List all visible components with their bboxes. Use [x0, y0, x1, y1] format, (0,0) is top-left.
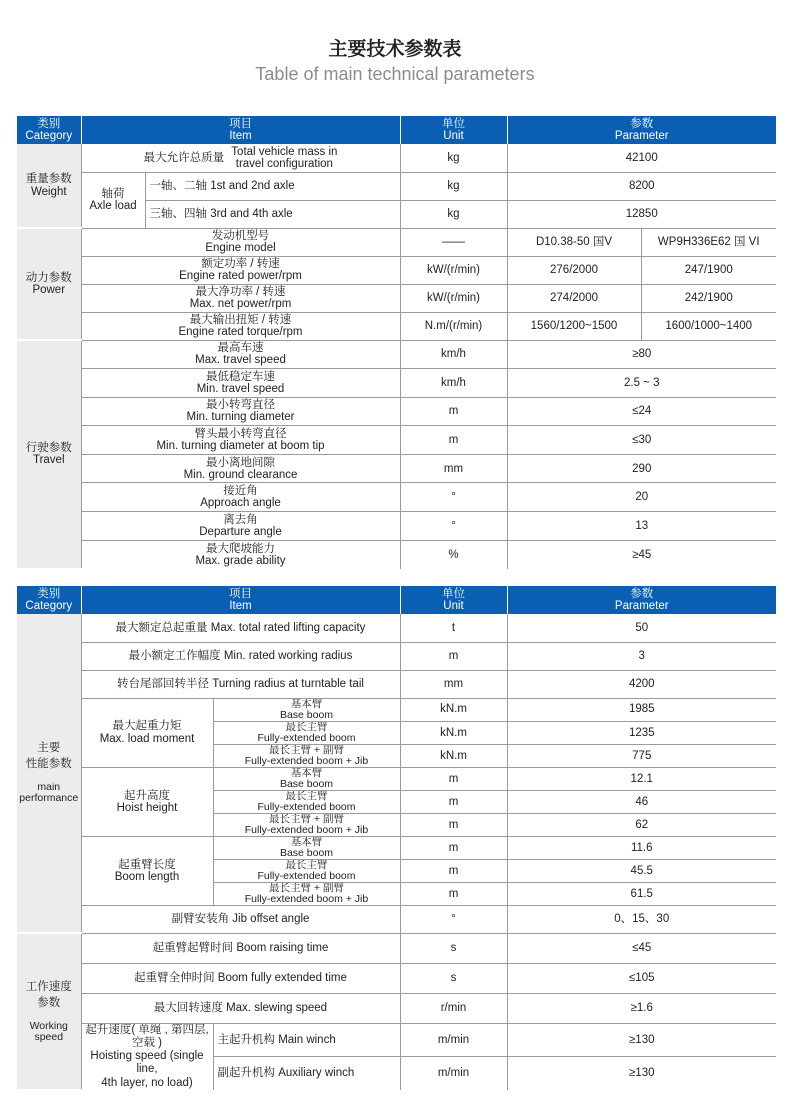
spec-table-2: [17, 586, 776, 1091]
unit-cell: kg: [400, 200, 507, 228]
sub-item-jib: 最长主臂 + 副臂 Fully-extended boom + Jib: [213, 882, 400, 905]
item-axle-12: 一轴、二轴 1st and 2nd axle: [145, 172, 400, 200]
value-cell: ≤30: [507, 426, 776, 455]
unit-cell: m: [400, 642, 507, 670]
table-row: [17, 144, 776, 172]
item-boom-length: 起重臂长度 Boom length: [81, 836, 213, 905]
unit-cell: kW/(r/min): [400, 256, 507, 284]
unit-cell: kN.m: [400, 721, 507, 744]
item-cell: 臂头最小转弯直径 Min. turning diameter at boom tip: [81, 426, 400, 455]
table-row: [17, 993, 776, 1023]
value-cell: 290: [507, 454, 776, 483]
value-cell: ≥80: [507, 340, 776, 369]
value-cell: 13: [507, 512, 776, 541]
value-cell: 2.5 ~ 3: [507, 369, 776, 398]
unit-cell: m: [400, 397, 507, 426]
table-row: [17, 642, 776, 670]
category-travel: 行驶参数 Travel: [17, 340, 81, 569]
value-cell: 45.5: [507, 859, 776, 882]
header-unit: 单位 Unit: [400, 586, 507, 614]
table-row: [17, 397, 776, 426]
item-hoist-height: 起升高度 Hoist height: [81, 767, 213, 836]
item-axle-34: 三轴、四轴 3rd and 4th axle: [145, 200, 400, 228]
sub-item-full-boom: 最长主臂 Fully-extended boom: [213, 790, 400, 813]
sub-item-base-boom: 基本臂 Base boom: [213, 767, 400, 790]
table-row: [17, 284, 776, 312]
value-cell: 11.6: [507, 836, 776, 859]
unit-cell: r/min: [400, 993, 507, 1023]
item-min-radius: 最小额定工作幅度 Min. rated working radius: [81, 642, 400, 670]
unit-cell: km/h: [400, 369, 507, 398]
unit-cell: mm: [400, 670, 507, 698]
header-category: 类别 Category: [17, 116, 81, 144]
table-header: [17, 586, 776, 614]
value-cell: 274/2000: [507, 284, 641, 312]
value-cell: ≤105: [507, 963, 776, 993]
category-main-performance: 主要 性能参数 main performance: [17, 614, 81, 933]
table-row: [17, 483, 776, 512]
item-boom-extend: 起重臂全伸时间 Boom fully extended time: [81, 963, 400, 993]
header-unit: 单位 Unit: [400, 116, 507, 144]
unit-cell: °: [400, 512, 507, 541]
table-row: [17, 905, 776, 933]
sub-item-base-boom: 基本臂 Base boom: [213, 836, 400, 859]
header-item: 项目 Item: [81, 586, 400, 614]
value-cell: 1985: [507, 698, 776, 721]
table-row: [17, 933, 776, 963]
table-row: [17, 767, 776, 790]
item-cell: 最小转弯直径 Min. turning diameter: [81, 397, 400, 426]
unit-cell: s: [400, 963, 507, 993]
unit-cell: m: [400, 882, 507, 905]
item-load-moment: 最大起重力矩 Max. load moment: [81, 698, 213, 767]
header-parameter: 参数 Parameter: [507, 586, 776, 614]
unit-cell: kW/(r/min): [400, 284, 507, 312]
unit-cell: km/h: [400, 340, 507, 369]
sub-item-base-boom: 基本臂 Base boom: [213, 698, 400, 721]
value-cell: 20: [507, 483, 776, 512]
item-cell: 额定功率 / 转速 Engine rated power/rpm: [81, 256, 400, 284]
unit-cell: m: [400, 767, 507, 790]
value-cell: ≤45: [507, 933, 776, 963]
table-row: [17, 172, 776, 200]
table-row: [17, 369, 776, 398]
table-row: [17, 228, 776, 256]
value-cell: WP9H336E62 国 VI: [641, 228, 776, 256]
table-row: [17, 512, 776, 541]
item-cell: 最大净功率 / 转速 Max. net power/rpm: [81, 284, 400, 312]
header-parameter: 参数 Parameter: [507, 116, 776, 144]
unit-cell: m/min: [400, 1057, 507, 1090]
sub-item-full-boom: 最长主臂 Fully-extended boom: [213, 721, 400, 744]
item-hoisting-speed: 起升速度( 单绳 , 第四层, 空载 ) Hoisting speed (single line, 4th layer, no load): [81, 1023, 213, 1090]
spec-table-1: [17, 116, 776, 570]
value-cell: ≥1.6: [507, 993, 776, 1023]
value-cell: 247/1900: [641, 256, 776, 284]
unit-cell: m: [400, 790, 507, 813]
table-row: [17, 1023, 776, 1056]
value-cell: 4200: [507, 670, 776, 698]
unit-cell: m/min: [400, 1023, 507, 1056]
value-cell: ≤24: [507, 397, 776, 426]
unit-cell: N.m/(r/min): [400, 312, 507, 340]
unit-cell: kN.m: [400, 744, 507, 767]
category-working-speed: 工作速度 参数 Working speed: [17, 933, 81, 1090]
unit-cell: kg: [400, 172, 507, 200]
table-row: [17, 670, 776, 698]
value-cell: 12.1: [507, 767, 776, 790]
category-weight: 重量参数 Weight: [17, 144, 81, 228]
unit-cell: s: [400, 933, 507, 963]
value-cell: 42100: [507, 144, 776, 172]
table-row: [17, 312, 776, 340]
value-cell: ≥130: [507, 1057, 776, 1090]
unit-cell: °: [400, 905, 507, 933]
item-tail-radius: 转台尾部回转半径 Turning radius at turntable tail: [81, 670, 400, 698]
value-cell: D10.38-50 国V: [507, 228, 641, 256]
item-cell: 最小离地间隙 Min. ground clearance: [81, 454, 400, 483]
unit-cell: mm: [400, 454, 507, 483]
value-cell: ≥45: [507, 540, 776, 569]
value-cell: 1235: [507, 721, 776, 744]
item-jib-offset: 副臂安装角 Jib offset angle: [81, 905, 400, 933]
table-row: [17, 614, 776, 642]
item-lifting-capacity: 最大额定总起重量 Max. total rated lifting capacity: [81, 614, 400, 642]
unit-cell: t: [400, 614, 507, 642]
sub-item-aux-winch: 副起升机构 Auxiliary winch: [213, 1057, 400, 1090]
item-cell: 最大爬坡能力 Max. grade ability: [81, 540, 400, 569]
sub-item-jib: 最长主臂 + 副臂 Fully-extended boom + Jib: [213, 813, 400, 836]
value-cell: 12850: [507, 200, 776, 228]
sub-item-full-boom: 最长主臂 Fully-extended boom: [213, 859, 400, 882]
table-row: [17, 454, 776, 483]
item-cell: 接近角 Approach angle: [81, 483, 400, 512]
value-cell: 1560/1200~1500: [507, 312, 641, 340]
item-cell: 发动机型号 Engine model: [81, 228, 400, 256]
item-cell: 最高车速 Max. travel speed: [81, 340, 400, 369]
sub-item-main-winch: 主起升机构 Main winch: [213, 1023, 400, 1056]
unit-cell: kg: [400, 144, 507, 172]
value-cell: 242/1900: [641, 284, 776, 312]
value-cell: ≥130: [507, 1023, 776, 1056]
table-row: [17, 340, 776, 369]
value-cell: 1600/1000~1400: [641, 312, 776, 340]
item-boom-raising: 起重臂起臂时间 Boom raising time: [81, 933, 400, 963]
unit-cell: m: [400, 836, 507, 859]
item-cell: 最大输出扭矩 / 转速 Engine rated torque/rpm: [81, 312, 400, 340]
value-cell: 50: [507, 614, 776, 642]
table-row: [17, 698, 776, 721]
value-cell: 3: [507, 642, 776, 670]
category-power: 动力参数 Power: [17, 228, 81, 340]
page-subtitle: Table of main technical parameters: [255, 64, 535, 84]
unit-cell: kN.m: [400, 698, 507, 721]
item-cell: 最低稳定车速 Min. travel speed: [81, 369, 400, 398]
unit-cell: %: [400, 540, 507, 569]
value-cell: 775: [507, 744, 776, 767]
value-cell: 8200: [507, 172, 776, 200]
unit-cell: m: [400, 859, 507, 882]
unit-cell: m: [400, 426, 507, 455]
table-row: [17, 836, 776, 859]
item-cell: 离去角 Departure angle: [81, 512, 400, 541]
table-row: [17, 426, 776, 455]
unit-cell: m: [400, 813, 507, 836]
table-row: [17, 540, 776, 569]
unit-cell: °: [400, 483, 507, 512]
item-axle-load: 轴荷 Axle load: [81, 172, 145, 228]
item-slewing-speed: 最大回转速度 Max. slewing speed: [81, 993, 400, 1023]
header-item: 项目 Item: [81, 116, 400, 144]
value-cell: 0、15、30: [507, 905, 776, 933]
header-category: 类别 Category: [17, 586, 81, 614]
item-total-mass: 最大允许总质量 Total vehicle mass in travel configuration: [81, 144, 400, 172]
table-row: [17, 256, 776, 284]
value-cell: 62: [507, 813, 776, 836]
value-cell: 46: [507, 790, 776, 813]
table-header: [17, 116, 776, 144]
sub-item-jib: 最长主臂 + 副臂 Fully-extended boom + Jib: [213, 744, 400, 767]
value-cell: 61.5: [507, 882, 776, 905]
table-row: [17, 963, 776, 993]
unit-cell: ——: [400, 228, 507, 256]
value-cell: 276/2000: [507, 256, 641, 284]
page-title: 主要技术参数表: [328, 38, 462, 60]
